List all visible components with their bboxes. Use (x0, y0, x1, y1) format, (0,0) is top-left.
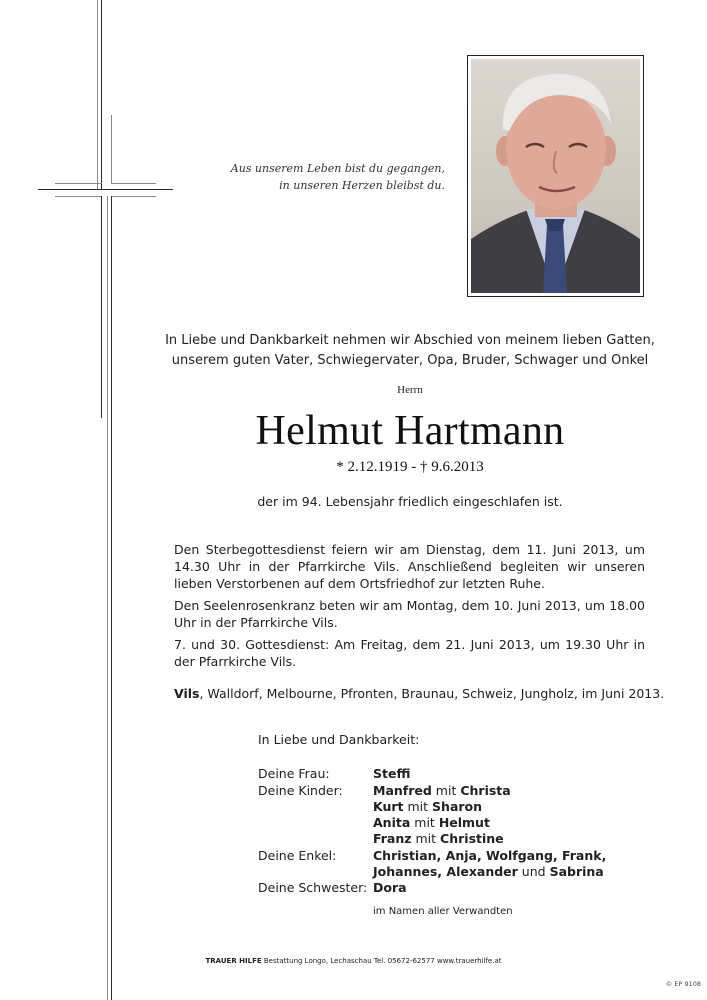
places-rest: , Walldorf, Melbourne, Pfronten, Braunau, Schweiz, Jungholz, im Juni 2013. (199, 686, 665, 701)
quote-line-2: in unseren Herzen bleibst du. (279, 179, 445, 192)
thanks-line: In Liebe und Dankbarkeit: (258, 732, 420, 747)
salutation: Herrn (397, 384, 423, 396)
child-row: Manfred mit Christa (373, 783, 511, 798)
quote-line-1: Aus unserem Leben bist du gegangen, (230, 162, 445, 175)
intro-text (150, 331, 670, 371)
portrait-illustration (471, 59, 640, 293)
footer-undertaker (0, 957, 707, 965)
child-row: Kurt mit Sharon (373, 799, 483, 814)
wife-name: Steffi (373, 766, 411, 781)
grandchildren-line-2: Johannes, Alexander und Sabrina (373, 864, 604, 879)
rosary-paragraph: Den Seelenrosenkranz beten wir am Montag, dem 10. Juni 2013, um 18.00 Uhr in der Pfarrkirche Vils. (174, 598, 645, 630)
child-row: Anita mit Helmut (373, 815, 490, 830)
footer-brand: TRAUER HILFE (205, 957, 262, 965)
child-row: Franz mit Christine (373, 831, 504, 846)
life-dates: * 2.12.1919 - † 9.6.2013 (336, 459, 484, 475)
deceased-name: Helmut Hartmann (255, 408, 565, 454)
grandchildren-label: Deine Enkel: (258, 848, 337, 863)
relatives-line: im Namen aller Verwandten (373, 906, 513, 917)
footer-text: Bestattung Longo, Lechaschau Tel. 05672-62577 www.trauerhilfe.at (261, 957, 502, 965)
grandchildren-line-1: Christian, Anja, Wolfgang, Frank, (373, 848, 607, 863)
age-line: der im 94. Lebensjahr friedlich eingeschlafen ist. (257, 494, 563, 509)
wife-label: Deine Frau: (258, 766, 330, 781)
copyright-code: © EP 9108 (665, 980, 701, 988)
sister-label: Deine Schwester: (258, 880, 368, 895)
memorial-quote (200, 160, 445, 194)
places-line (174, 686, 664, 701)
portrait-photo (467, 55, 644, 297)
places-bold: Vils (174, 686, 200, 701)
sister-name: Dora (373, 880, 407, 895)
intro-line-2: unserem guten Vater, Schwiegervater, Opa, Bruder, Schwager und Onkel (171, 353, 649, 368)
intro-line-1: In Liebe und Dankbarkeit nehmen wir Abschied von meinem lieben Gatten, (165, 333, 655, 348)
funeral-service-paragraph: Den Sterbegottesdienst feiern wir am Dienstag, dem 11. Juni 2013, um 14.30 Uhr in der Pfarrkirche Vils. Anschließend begleiten wir unseren lieben Verstorbenen auf dem Ortsfriedhof zur letzten Ruhe. (174, 542, 645, 591)
children-label: Deine Kinder: (258, 783, 343, 798)
memorial-mass-paragraph: 7. und 30. Gottesdienst: Am Freitag, dem 21. Juni 2013, um 19.30 Uhr in der Pfarrkirche Vils. (174, 637, 645, 669)
